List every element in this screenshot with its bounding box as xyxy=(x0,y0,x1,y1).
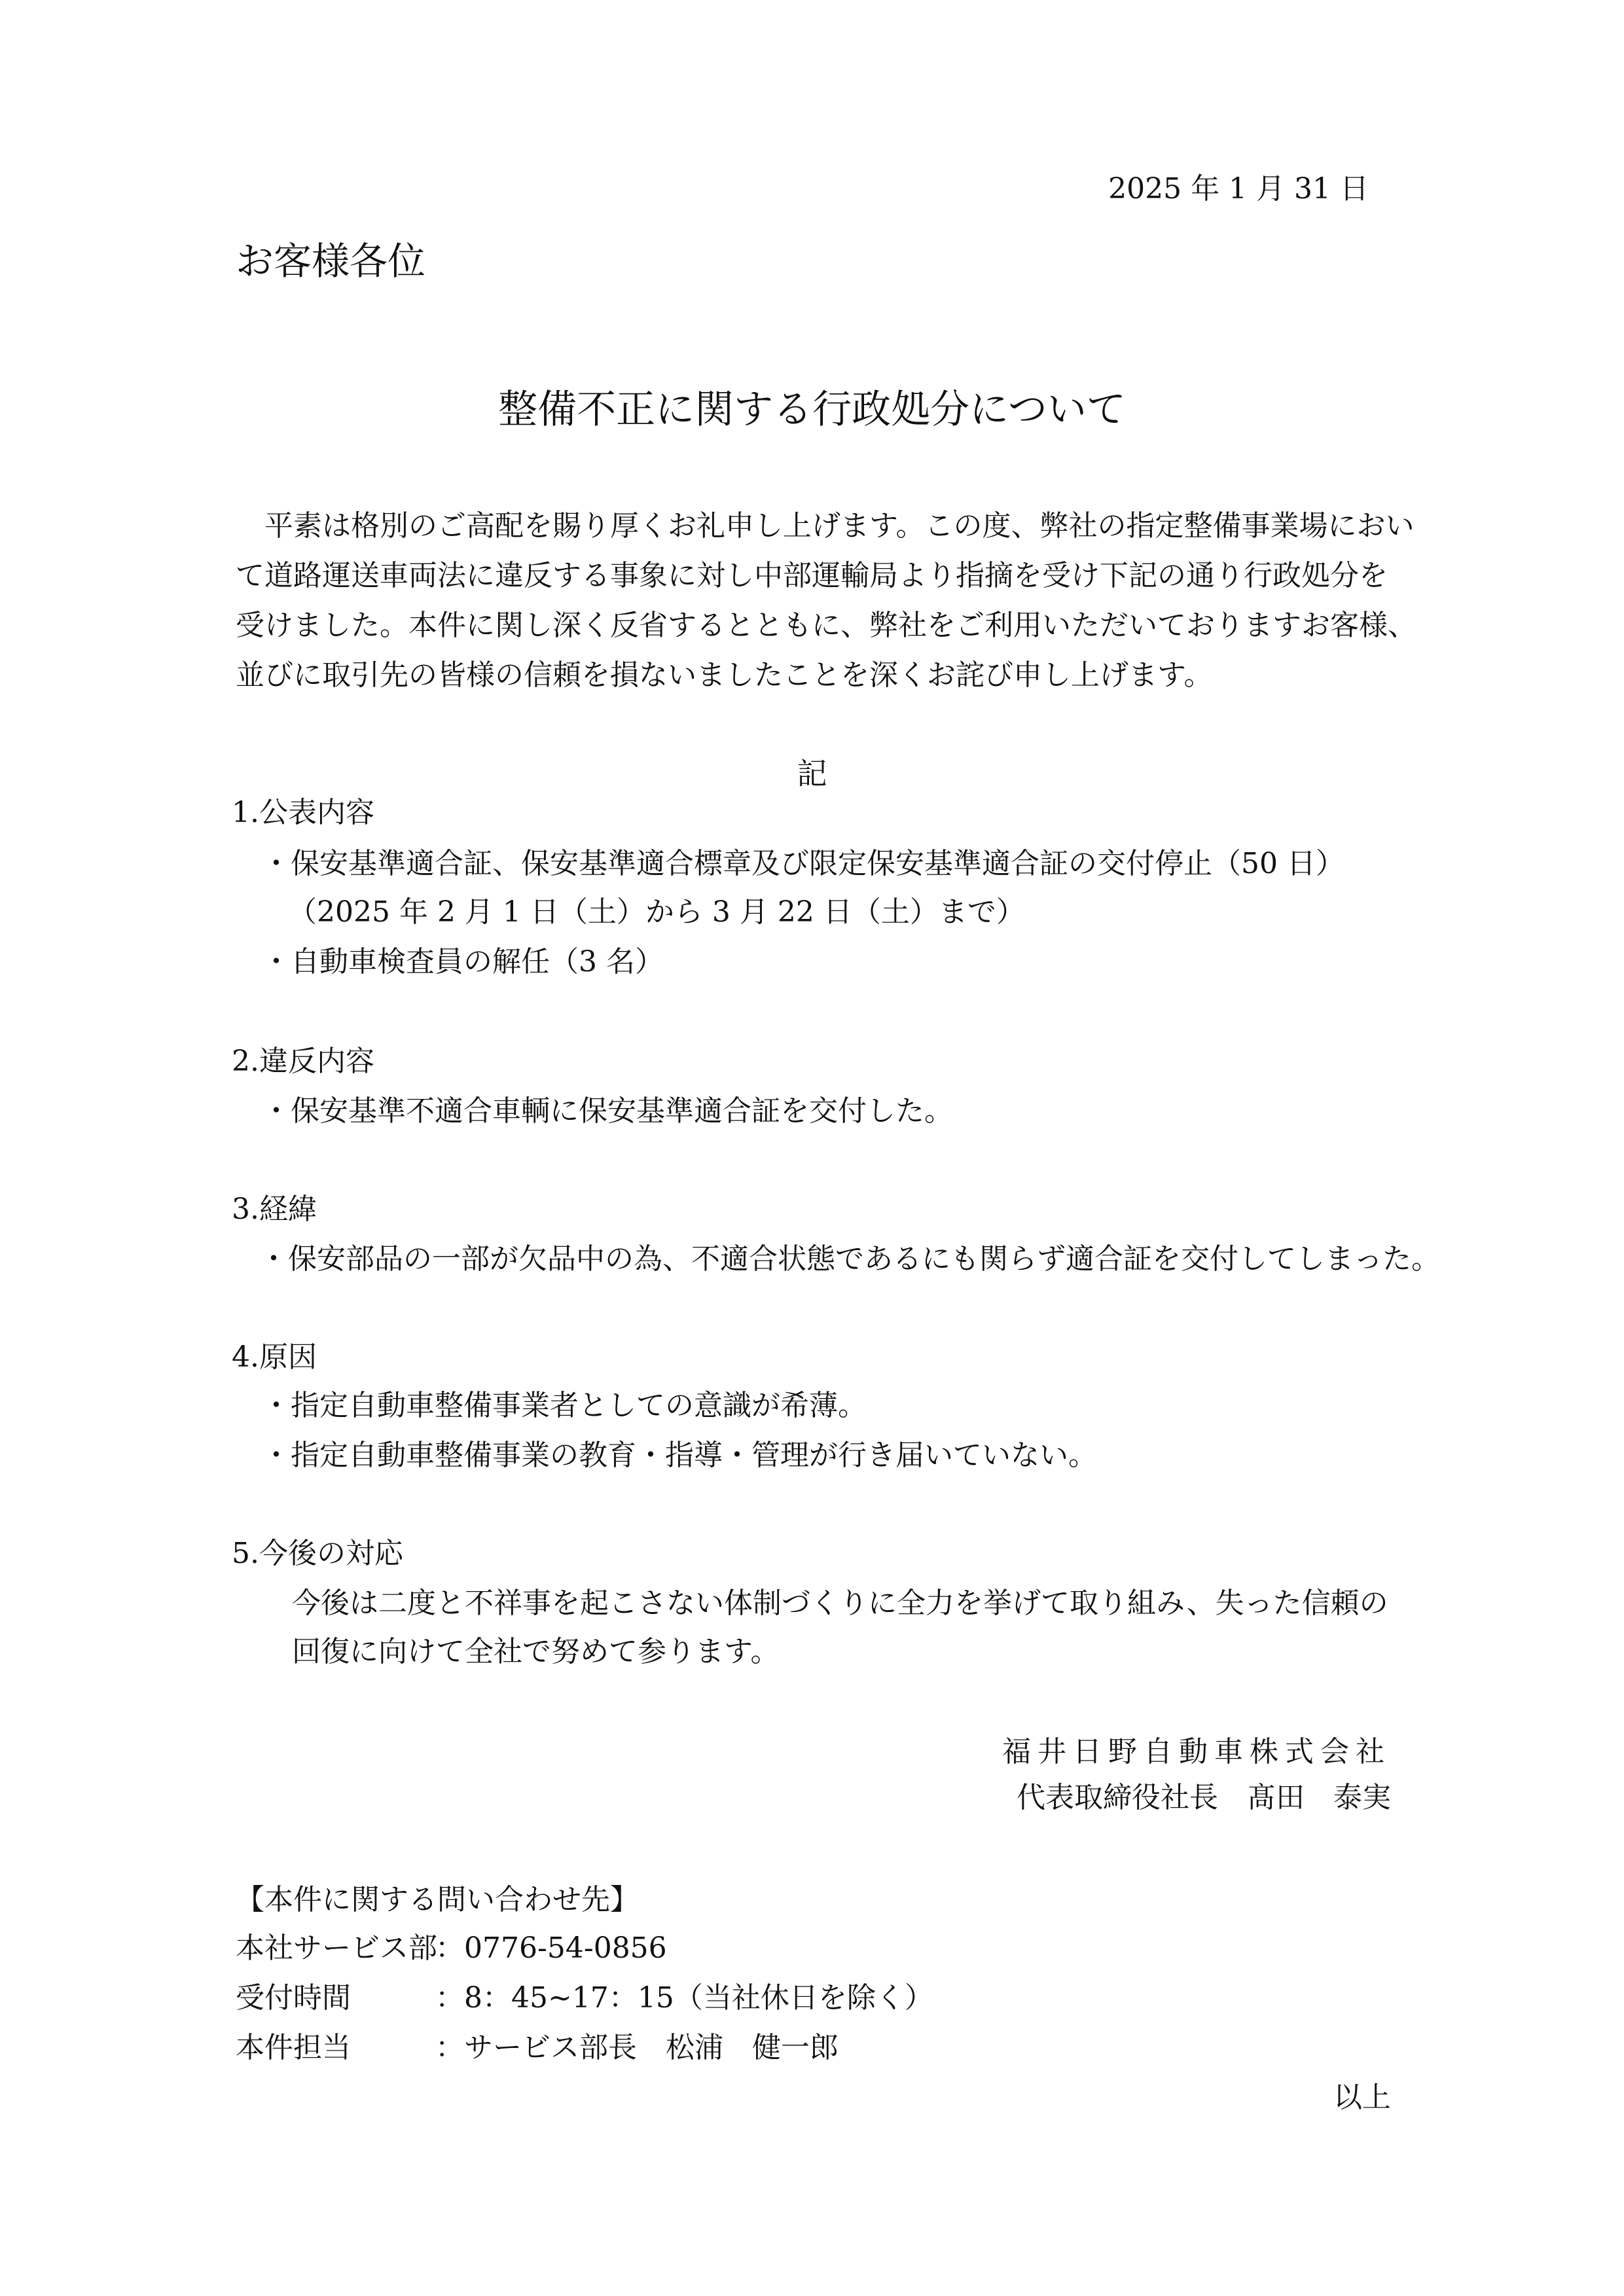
contact-row-person xyxy=(236,2024,839,2066)
contact-row-hours xyxy=(236,1974,933,2016)
intro-line: 受けました。本件に関し深く反省するとともに、弊社をご利用いただいておりますお客様、 xyxy=(236,609,1416,642)
contact-heading: 【本件に関する問い合わせ先】 xyxy=(236,1883,639,1916)
company-name: 福井日野自動車株式会社 xyxy=(1002,1735,1391,1768)
document-date: 2025 年 1 月 31 日 xyxy=(1108,172,1369,206)
section-3-item: ・保安部品の一部が欠品中の為、不適合状態であるにも関らず適合証を交付してしまった。 xyxy=(259,1242,1440,1276)
contact-label: 本社サービス部 xyxy=(236,1931,437,1965)
section-5-text: 回復に向けて全社で努めて参ります。 xyxy=(292,1635,780,1668)
section-2-item: ・保安基準不適合車輌に保安基準適合証を交付した。 xyxy=(262,1094,953,1128)
section-4-item: ・指定自動車整備事業の教育・指導・管理が行き届いていない。 xyxy=(262,1439,1097,1472)
section-1-item-period: （2025 年 2 月 1 日（土）から 3 月 22 日（土）まで） xyxy=(288,895,1025,929)
intro-line: て道路運送車両法に違反する事象に対し中部運輸局より指摘を受け下記の通り行政処分を xyxy=(236,559,1388,592)
section-1-heading: 1.公表内容 xyxy=(232,796,374,829)
section-5-heading: 5.今後の対応 xyxy=(232,1537,403,1570)
section-5-text: 今後は二度と不祥事を起こさない体制づくりに全力を挙げて取り組み、失った信頼の xyxy=(292,1587,1388,1620)
section-4-heading: 4.原因 xyxy=(232,1340,317,1374)
intro-line: 並びに取引先の皆様の信頼を損ないましたことを深くお詫び申し上げます。 xyxy=(236,658,1213,692)
ki-heading: 記 xyxy=(797,756,827,791)
contact-phone-value: ：0776-54-0856 xyxy=(435,1931,667,1965)
addressee: お客様各位 xyxy=(236,239,426,283)
contact-person-value: ：サービス部長 松浦 健一郎 xyxy=(435,2031,839,2064)
contact-row-phone xyxy=(236,1924,667,1966)
section-1-item: ・保安基準適合証、保安基準適合標章及び限定保安基準適合証の交付停止（50 日） xyxy=(262,847,1344,880)
intro-line: 平素は格別のご高配を賜り厚くお礼申し上げます。この度、弊社の指定整備事業場におい xyxy=(236,509,1415,543)
contact-label: 本件担当 xyxy=(236,2031,351,2064)
representative-name: 代表取締役社長 髙田 泰実 xyxy=(1017,1781,1391,1814)
document-title: 整備不正に関する行政処分について xyxy=(498,387,1126,433)
closing-ijo: 以上 xyxy=(1333,2081,1391,2114)
section-1-item: ・自動車検査員の解任（3 名） xyxy=(262,945,664,978)
intro-paragraph xyxy=(236,501,1416,700)
section-2-heading: 2.違反内容 xyxy=(232,1045,374,1078)
contact-hours-value: ：8：45~17：15（当社休日を除く） xyxy=(435,1981,933,2015)
section-3-heading: 3.経緯 xyxy=(232,1193,317,1226)
contact-label: 受付時間 xyxy=(236,1981,351,2015)
section-4-item: ・指定自動車整備事業者としての意識が希薄。 xyxy=(262,1389,867,1422)
